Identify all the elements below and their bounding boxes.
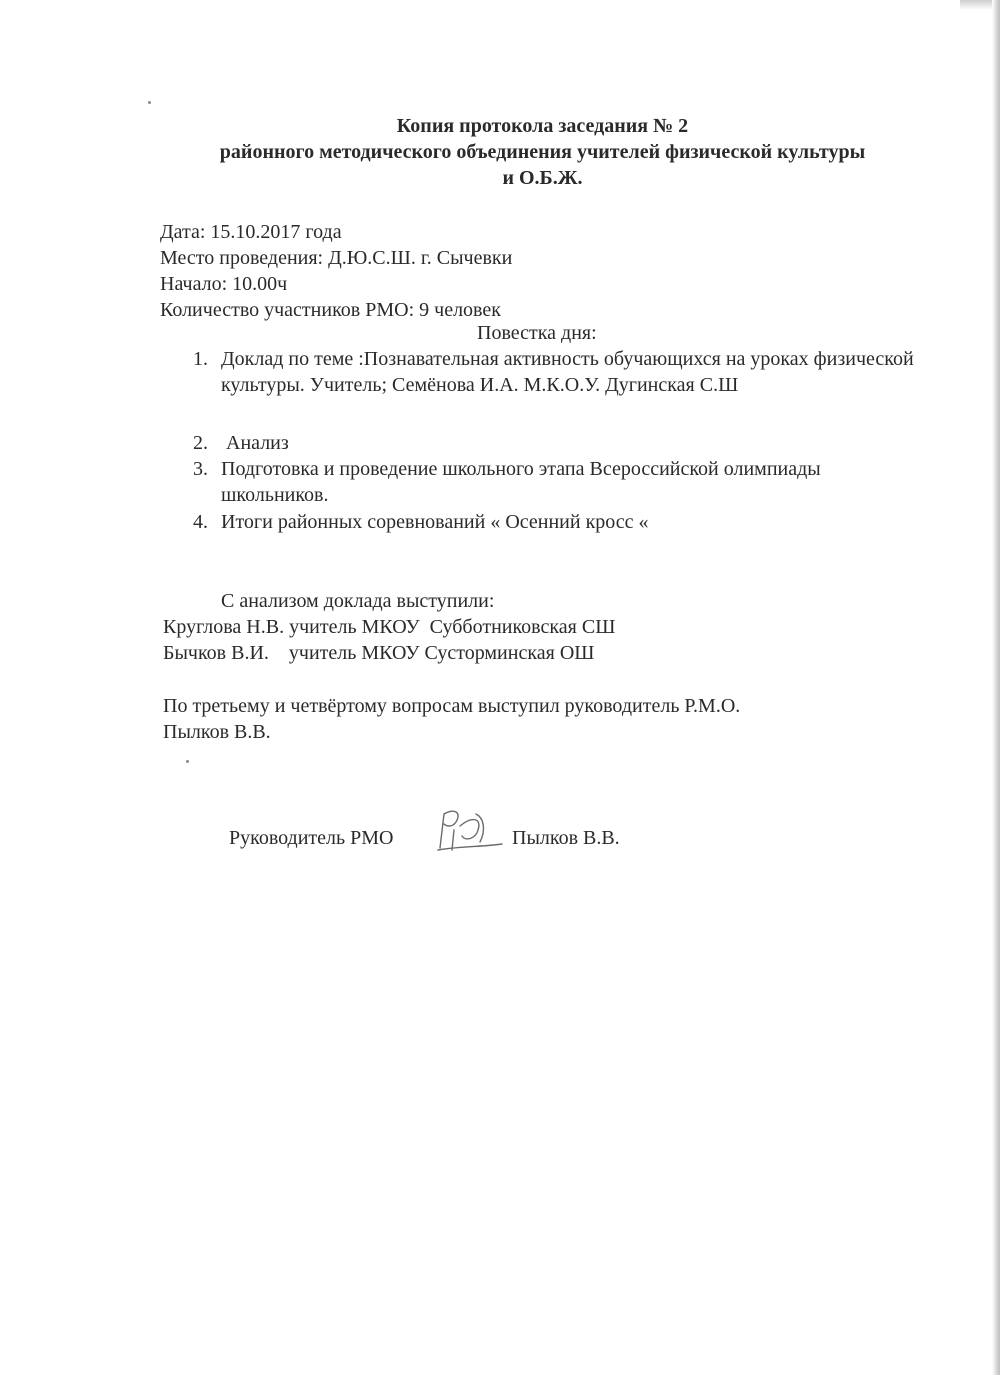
agenda-item-number: 2.: [193, 432, 208, 454]
doc-title-line-3: и О.Б.Ж.: [502, 167, 583, 189]
agenda-item-number: 1.: [193, 348, 208, 370]
agenda-item-text: Итоги районных соревнований « Осенний кросс «: [221, 511, 649, 533]
scan-speck: [148, 101, 151, 104]
agenda-item-text: Анализ: [221, 432, 289, 454]
agenda-item-text: Доклад по теме :Познавательная активность обучающихся на уроках физической культуры. Учитель; Семёнова И.А. М.К.О.У. Дугинская С.Ш: [221, 348, 914, 396]
scan-edge-right: [992, 0, 1000, 1375]
agenda-item-text: Подготовка и проведение школьного этапа Всероссийской олимпиады школьников.: [221, 458, 821, 506]
meeting-start: Начало: 10.00ч: [160, 273, 288, 295]
scan-speck: [186, 760, 189, 763]
doc-title-line-2: районного методического объединения учителей физической культуры: [219, 141, 866, 163]
meeting-date: Дата: 15.10.2017 года: [160, 221, 342, 243]
meeting-place: Место проведения: Д.Ю.С.Ш. г. Сычевки: [160, 247, 513, 269]
conclusion-line-2: Пылков В.В.: [163, 721, 271, 743]
speaker-2: Бычков В.И. учитель МКОУ Сусторминская ОШ: [163, 642, 595, 664]
discussion-intro: С анализом доклада выступили:: [221, 590, 495, 612]
agenda-item-number: 4.: [193, 511, 208, 533]
speaker-1: Круглова Н.В. учитель МКОУ Субботниковская СШ: [163, 616, 616, 638]
signoff-role: Руководитель РМО: [229, 827, 394, 849]
signoff-name: Пылков В.В.: [512, 827, 620, 849]
agenda-title: Повестка дня:: [477, 322, 597, 344]
doc-title-line-1: Копия протокола заседания № 2: [396, 115, 689, 137]
agenda-item-number: 3.: [193, 458, 208, 480]
conclusion-line-1: По третьему и четвёртому вопросам выступил руководитель Р.М.О.: [163, 695, 741, 717]
handwritten-signature: [432, 800, 507, 860]
meeting-participants: Количество участников РМО: 9 человек: [160, 299, 501, 321]
